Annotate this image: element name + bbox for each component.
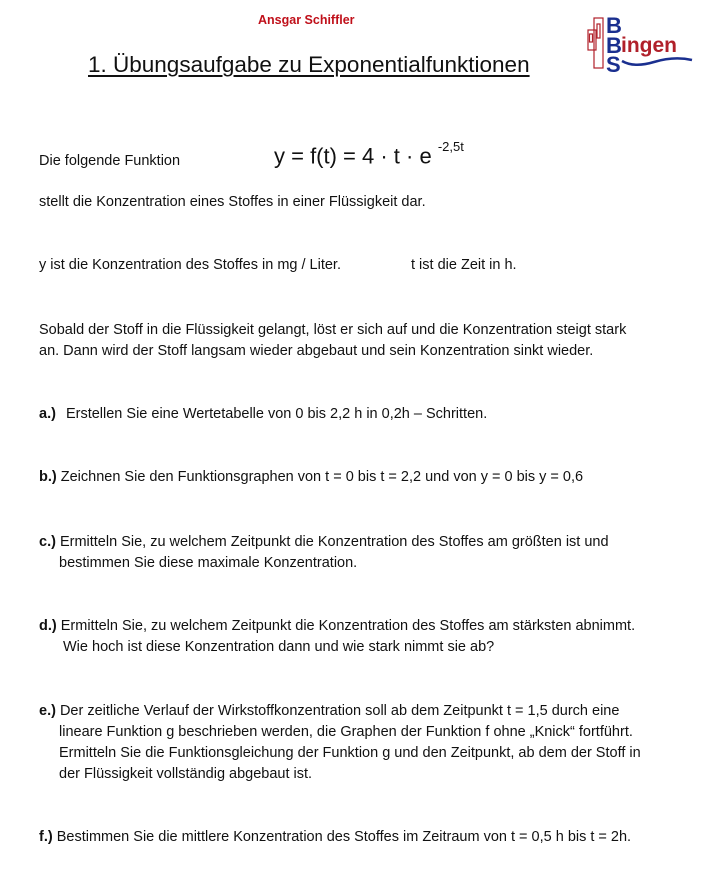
task-text-continued: der Flüssigkeit vollständig abgebaut ist. [59,766,313,782]
school-logo [584,12,714,74]
formula-main: y = f(t) = 4 · t · e [274,143,432,169]
svg-text:B: B [606,33,622,58]
task-text: Bestimmen Sie die mittlere Konzentration des Stoffes im Zeitraum von t = 0,5 h bis t = 2h. [56,829,632,845]
task-label: b.) [39,469,57,485]
function-formula [274,139,464,169]
task-text-continued: Wie hoch ist diese Konzentration dann und wie stark nimmt sie ab? [63,639,495,655]
author-name: Ansgar Schiffler [258,13,355,27]
formula-exponent: -2,5t [437,139,464,154]
task-f [39,827,631,848]
svg-text:B: B [606,13,622,38]
task-text: Erstellen Sie eine Wertetabelle von 0 bis 2,2 h in 0,2h – Schritten. [65,406,488,422]
svg-text:S: S [606,52,621,74]
t-definition: t ist die Zeit in h. [411,257,517,273]
task-text: Ermitteln Sie, zu welchem Zeitpunkt die Konzentration des Stoffes am stärksten abnimmt. [60,618,636,634]
task-label: e.) [39,703,56,719]
task-a [39,404,487,425]
task-text-continued: bestimmen Sie diese maximale Konzentration. [59,555,358,571]
function-label: Die folgende Funktion [39,153,181,169]
task-e [39,701,641,785]
task-b [39,467,583,488]
task-label: d.) [39,618,57,634]
task-text: Ermitteln Sie, zu welchem Zeitpunkt die Konzentration des Stoffes am größten ist und [59,534,609,550]
task-text-continued: Ermitteln Sie die Funktionsgleichung der Funktion g und den Zeitpunkt, ab dem der Stoff in [59,745,641,761]
function-description: stellt die Konzentration eines Stoffes in einer Flüssigkeit dar. [39,194,426,210]
context-paragraph: Sobald der Stoff in die Flüssigkeit gelangt, löst er sich auf und die Konzentration steigt stark an. Dann wird der Stoff langsam wieder abgebaut und sein Konzentration sinkt wieder. [39,322,627,359]
task-c [39,532,609,574]
task-text-continued: lineare Funktion g beschrieben werden, die Graphen der Funktion f ohne „Knick“ fortführt. [59,724,633,740]
task-text: Zeichnen Sie den Funktionsgraphen von t = 0 bis t = 2,2 und von y = 0 bis y = 0,6 [60,469,584,485]
task-d [39,616,635,658]
bbs-bingen-logo-icon [584,12,714,74]
task-label: a.) [39,406,56,422]
svg-text:ingen: ingen [621,34,677,57]
page-title: 1. Übungsaufgabe zu Exponentialfunktionen [88,52,530,77]
task-label: f.) [39,829,53,845]
y-definition: y ist die Konzentration des Stoffes in mg / Liter. [39,257,341,273]
task-text: Der zeitliche Verlauf der Wirkstoffkonzentration soll ab dem Zeitpunkt t = 1,5 durch eine [59,703,620,719]
task-label: c.) [39,534,56,550]
